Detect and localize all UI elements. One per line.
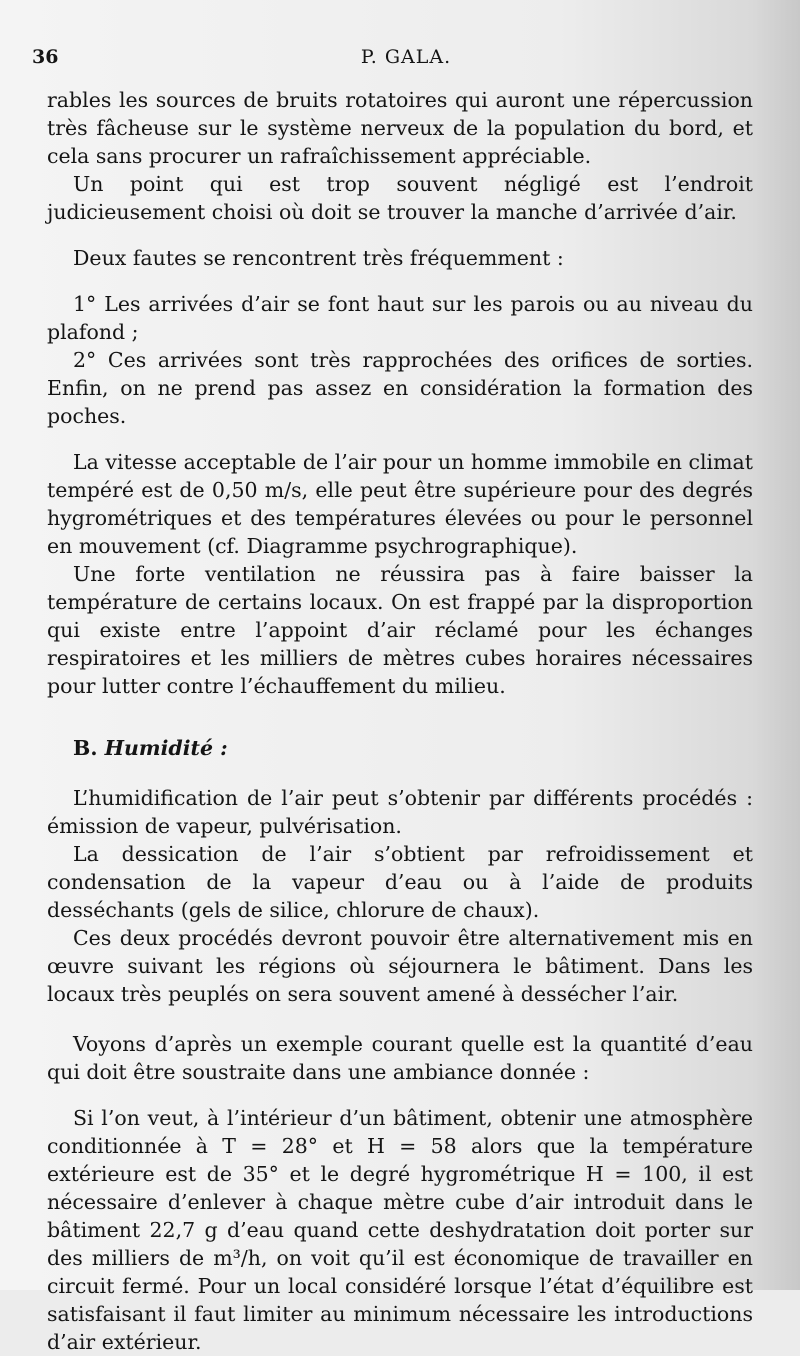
page-number: 36 xyxy=(32,46,59,68)
list-item-fault-2: 2° Ces arrivées sont très rapprochées des orifices de sorties. Enfin, on ne prend pas assez en considération la formation des poches. xyxy=(47,348,753,428)
paragraph-ventilation: Une forte ventilation ne réussira pas à faire baisser la température de certains locaux. On est frappé par la disproportion qui existe entre l’appoint d’air réclamé pour les échanges respiratoires et les milliers de mètres cubes horaires nécessaires pour lutter contre l’échauffement du milieu. xyxy=(47,562,753,698)
section-title: Humidité : xyxy=(104,736,228,760)
paragraph-two-faults: Deux fautes se rencontrent très fréquemment : xyxy=(73,246,564,270)
running-head-author: P. GALA. xyxy=(360,46,452,68)
section-heading-humidity xyxy=(47,734,753,762)
running-head xyxy=(32,46,780,76)
page-body xyxy=(47,86,753,1356)
paragraph-dessication: La dessication de l’air s’obtient par refroidissement et condensation de la vapeur d’eau ou à l’aide de produits desséchants (gels de silice, chlorure de chaux). xyxy=(47,842,753,922)
paragraph-humidification: L’humidification de l’air peut s’obtenir par différents procédés : émission de vapeur, pulvérisation. xyxy=(47,786,753,838)
paragraph-continuation: rables les sources de bruits rotatoires qui auront une répercussion très fâcheuse sur le système nerveux de la population du bord, et cela sans procurer un rafraîchissement appréciable. xyxy=(47,88,753,168)
section-letter: B. xyxy=(73,736,98,760)
paragraph-example-intro: Voyons d’après un exemple courant quelle est la quantité d’eau qui doit être soustraite dans une ambiance donnée : xyxy=(47,1032,753,1084)
paragraph-example: Si l’on veut, à l’intérieur d’un bâtiment, obtenir une atmosphère conditionnée à T = 28° et H = 58 alors que la température extérieure est de 35° et le degré hygrométrique H = 100, il est nécessaire d’enlever à chaque mètre cube d’air introduit dans le bâtiment 22,7 g d’eau quand cette deshydratation doit porter sur des milliers de m³/h, on voit qu’il est économique de travailler en circuit fermé. Pour un local considéré lorsque l’état d’équilibre est satisfaisant il faut limiter au minimum nécessaire les introductions d’air extérieur. xyxy=(47,1106,753,1354)
paragraph-two-processes: Ces deux procédés devront pouvoir être alternativement mis en œuvre suivant les régions où séjournera le bâtiment. Dans les locaux très peuplés on sera souvent amené à dessécher l’air. xyxy=(47,926,753,1006)
paragraph-air-speed: La vitesse acceptable de l’air pour un homme immobile en climat tempéré est de 0,50 m/s, elle peut être supérieure pour des degrés hygrométriques et des températures élevées ou pour le personnel en mouvement (cf. Diagramme psychrographique). xyxy=(47,450,753,558)
paragraph-air-inlet: Un point qui est trop souvent négligé est l’endroit judicieusement choisi où doit se trouver la manche d’arrivée d’air. xyxy=(47,172,753,224)
list-item-fault-1: 1° Les arrivées d’air se font haut sur les parois ou au niveau du plafond ; xyxy=(47,292,753,344)
